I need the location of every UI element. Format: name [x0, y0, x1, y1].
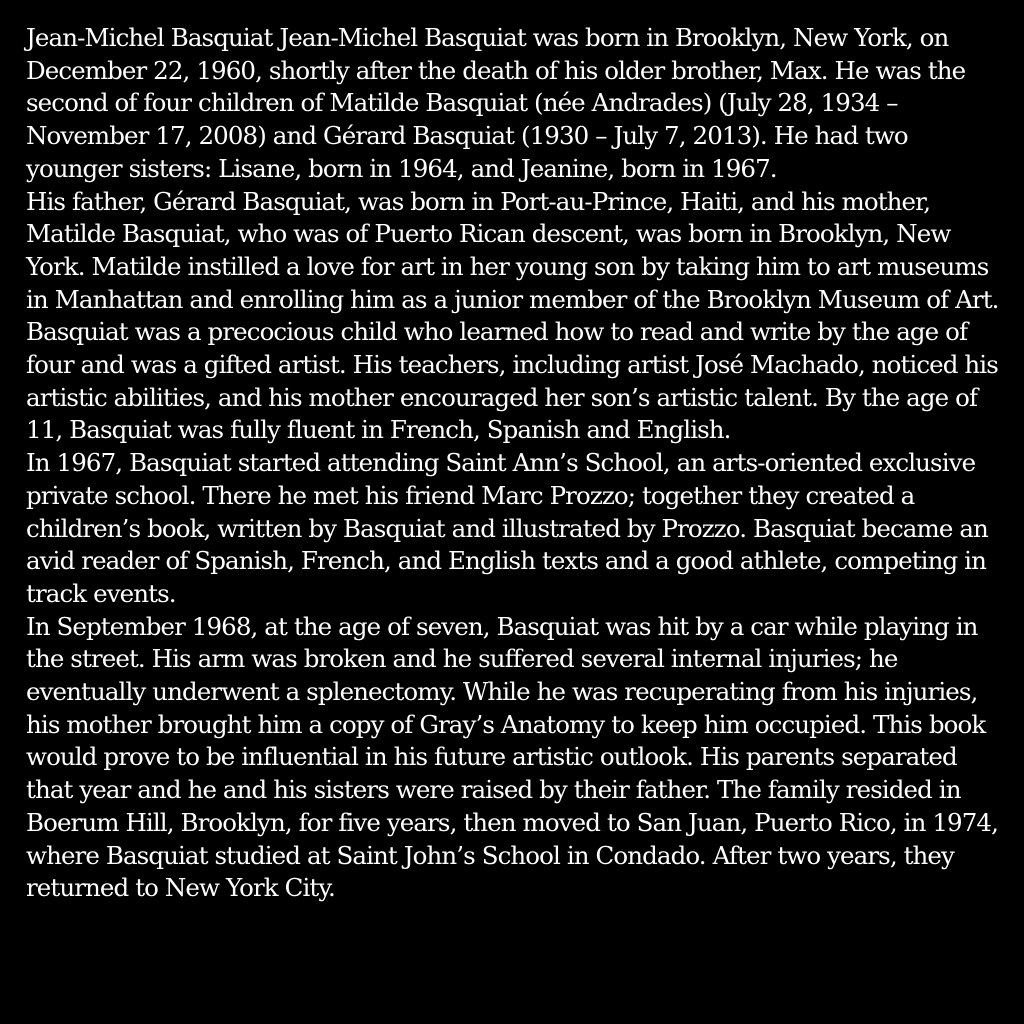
paragraph-school: In 1967, Basquiat started attending Saint Ann’s School, an arts-oriented exclusive private school. There he met his friend Marc Prozzo; together they created a children’s book, written by Basquiat and illustrated by Prozzo. Basquiat became an avid reader of Spanish, French, and English texts and a good athlete, competing in track events.: [26, 448, 988, 608]
paragraph-accident: In September 1968, at the age of seven, Basquiat was hit by a car while playing in the street. His arm was broken and he suffered several internal injuries; he eventually underwent a splenectomy. While he was recuperating from his injuries, his mother brought him a copy of Gray’s Anatomy to keep him occupied. This book would prove to be influential in his future artistic outlook. His parents separated that year and he and his sisters were raised by their father. The family resided in Boerum Hill, Brooklyn, for five years, then moved to San Juan, Puerto Rico, in 1974, where Basquiat studied at Saint John’s School in Condado. After two years, they returned to New York City.: [26, 611, 998, 903]
paragraph-birth: Jean-Michel Basquiat Jean-Michel Basquiat was born in Brooklyn, New York, on December 22, 1960, shortly after the death of his older brother, Max. He was the second of four children of Matilde Basquiat (née Andrades) (July 28, 1934 – November 17, 2008) and Gérard Basquiat (1930 – July 7, 2013). He had two younger sisters: Lisane, born in 1964, and Jeanine, born in 1967.: [26, 23, 966, 183]
paragraph-parents: His father, Gérard Basquiat, was born in Port-au-Prince, Haiti, and his mother, Matilde Basquiat, who was of Puerto Rican descent, was born in Brooklyn, New York. Matilde instilled a love for art in her young son by taking him to art museums in Manhattan and enrolling him as a junior member of the Brooklyn Museum of Art. Basquiat was a precocious child who learned how to read and write by the age of four and was a gifted artist. His teachers, including artist José Machado, noticed his artistic abilities, and his mother encouraged her son’s artistic talent. By the age of 11, Basquiat was fully fluent in French, Spanish and English.: [26, 186, 999, 445]
document-body: [26, 22, 1000, 905]
